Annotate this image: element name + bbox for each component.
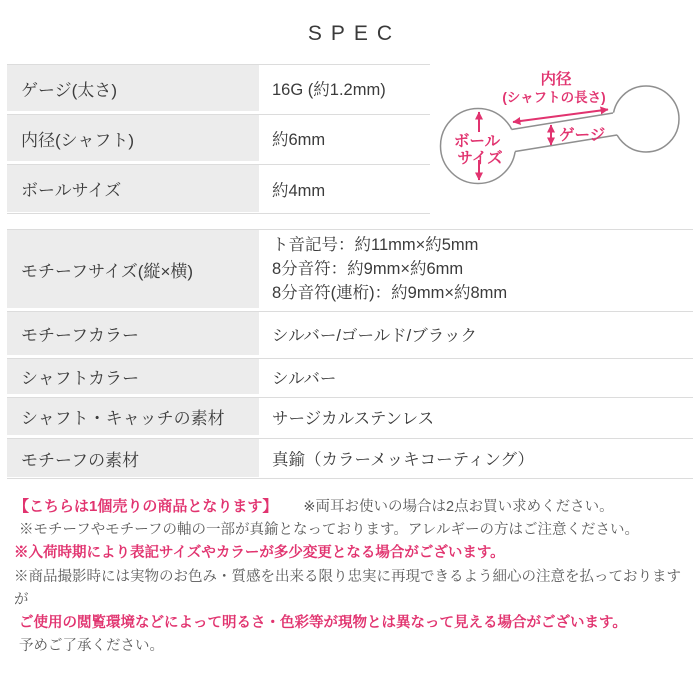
row-label: シャフト・キャッチの素材 <box>7 398 259 435</box>
row-label: シャフトカラー <box>7 359 259 394</box>
footnotes <box>14 495 692 658</box>
table-row <box>7 438 693 477</box>
page-title: SPEC <box>307 22 402 45</box>
row-value: 約4mm <box>272 181 326 200</box>
row-value: 16G (約1.2mm) <box>272 81 386 99</box>
note-photo-3: 予めご了承ください。 <box>19 638 164 655</box>
table-row <box>7 229 693 308</box>
barbell-size-diagram <box>428 56 694 220</box>
inner-diameter-label: 内径 <box>540 71 572 88</box>
row-value-line: 8分音符(連桁)：約9mm×約8mm <box>272 284 508 302</box>
row-value-line: 8分音符：約9mm×約6mm <box>272 260 464 278</box>
table-row <box>7 397 693 435</box>
row-label: 内径(シャフト) <box>7 115 259 161</box>
table-row <box>7 64 430 111</box>
note-single-item-rest: ※両耳お使いの場合は2点お買い求めください。 <box>303 499 614 515</box>
row-value: シルバー <box>272 369 337 388</box>
note-brass: ※モチーフやモチーフの軸の一部が真鍮となっております。アレルギーの方はご注意ください。 <box>19 522 639 539</box>
row-label: ゲージ(太さ) <box>7 65 259 111</box>
note-single-item <box>14 495 692 519</box>
note-size-change: ※入荷時期により表記サイズやカラーが多少変更となる場合がございます。 <box>14 545 505 562</box>
row-value: シルバー/ゴールド/ブラック <box>272 326 477 345</box>
ball-size-label-line2: サイズ <box>457 150 503 167</box>
row-label: ボールサイズ <box>7 165 259 212</box>
gauge-label: ゲージ <box>559 127 606 144</box>
table-row <box>7 164 430 212</box>
spec-table-basic <box>7 64 430 214</box>
row-value: 約6mm <box>272 131 326 149</box>
note-single-item-highlight: 【こちらは1個売りの商品となります】 <box>14 498 278 515</box>
row-label: モチーフカラー <box>7 312 259 355</box>
row-value: サージカルステンレス <box>272 409 435 428</box>
table-row <box>7 114 430 161</box>
row-label: モチーフの素材 <box>7 439 259 477</box>
inner-diameter-sublabel: (シャフトの長さ) <box>502 90 606 105</box>
spec-table-detail <box>7 229 693 479</box>
note-photo-2: ご使用の閲覧環境などによって明るさ・色彩等が現物とは異なって見える場合がございます。 <box>19 615 627 632</box>
row-value: 真鍮（カラーメッキコーティング） <box>272 451 535 469</box>
row-label: モチーフサイズ(縦×横) <box>7 230 259 308</box>
ball-size-label-line1: ボール <box>453 133 501 150</box>
note-photo-1: ※商品撮影時には実物のお色み・質感を出来る限り忠実に再現できるよう細心の注意を払っておりますが <box>14 568 681 608</box>
row-value-multiline <box>259 230 693 308</box>
table-row <box>7 358 693 394</box>
table-row <box>7 311 693 355</box>
row-value-line: ト音記号：約11mm×約5mm <box>272 236 479 254</box>
